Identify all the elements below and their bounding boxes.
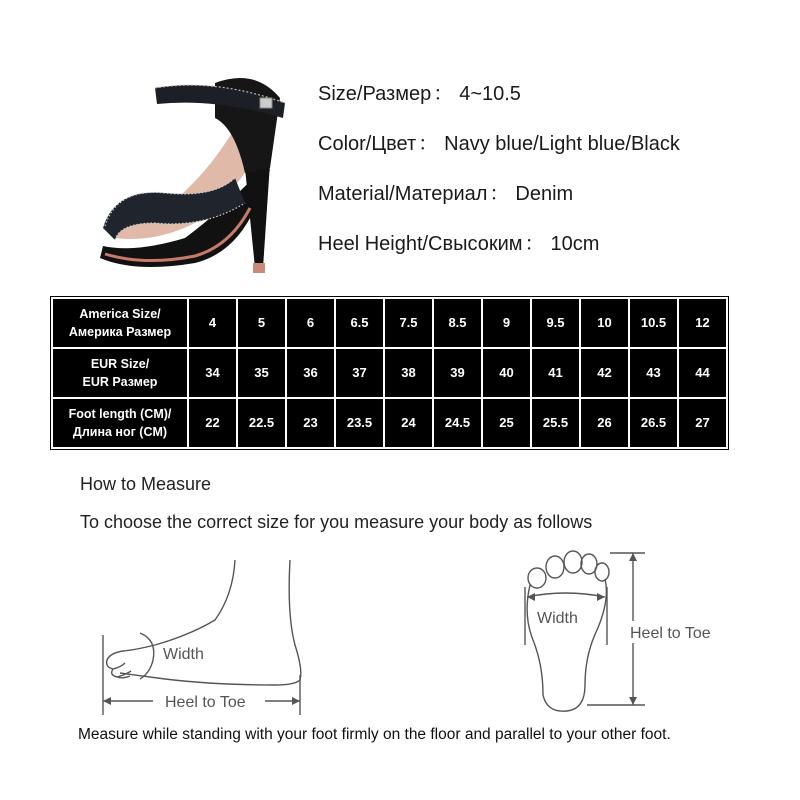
table-cell: 25.5 [532,399,579,447]
table-cell: 27 [679,399,726,447]
table-cell: 25 [483,399,530,447]
row-header-line: EUR Size/ [90,357,150,371]
spec-size-value: 4~10.5 [459,83,521,105]
table-cell: 44 [679,349,726,397]
table-cell: 43 [630,349,677,397]
table-cell: 41 [532,349,579,397]
table-cell: 22 [189,399,236,447]
top-heel-to-toe-label: Heel to Toe [630,625,711,642]
row-header-america-size [53,299,187,347]
spec-material: Material/Материал ： Denim [318,183,574,205]
spec-size-label: Size/Размер [318,83,432,105]
sandal-product-image [95,58,295,278]
product-specs [318,80,680,280]
measure-subtitle: To choose the correct size for you measure your body as follows [80,512,593,532]
table-cell: 6.5 [336,299,383,347]
table-cell: 5 [238,299,285,347]
table-cell: 42 [581,349,628,397]
table-cell: 9 [483,299,530,347]
row-header-line: EUR Размер [82,375,158,389]
row-header-foot-length [53,399,187,447]
row-header-line: Длина ног (CM) [72,425,168,439]
row-header-eur-size [53,349,187,397]
table-cell: 24.5 [434,399,481,447]
spec-color: Color/Цвет ： Navy blue/Light blue/Black [318,133,680,155]
table-cell: 24 [385,399,432,447]
top-width-label: Width [537,610,578,627]
spec-heel-height-label: Heel Height/Свысоким [318,233,523,255]
table-cell: 10.5 [630,299,677,347]
table-cell: 7.5 [385,299,432,347]
table-cell: 22.5 [238,399,285,447]
row-header-line: America Size/ [79,307,161,321]
spec-heel-height-value: 10cm [550,233,600,255]
spec-size: Size/Размер ： 4~10.5 [318,83,521,105]
table-row [53,349,726,397]
side-heel-to-toe-label: Heel to Toe [165,694,246,711]
table-cell: 6 [287,299,334,347]
table-cell: 26 [581,399,628,447]
table-row [53,299,726,347]
table-cell: 36 [287,349,334,397]
table-cell: 10 [581,299,628,347]
row-header-line: Foot length (CM)/ [68,407,172,421]
size-chart-table [50,296,729,450]
row-header-line: Америка Размер [68,325,172,339]
table-row [53,399,726,447]
spec-heel-height: Heel Height/Свысоким ： 10cm [318,233,600,255]
table-cell: 9.5 [532,299,579,347]
foot-top-view-diagram [515,545,735,715]
table-cell: 37 [336,349,383,397]
measure-title: How to Measure [80,474,212,494]
table-cell: 40 [483,349,530,397]
table-cell: 39 [434,349,481,397]
table-cell: 23 [287,399,334,447]
table-cell: 38 [385,349,432,397]
spec-color-value: Navy blue/Light blue/Black [444,133,680,155]
table-cell: 8.5 [434,299,481,347]
foot-side-view-diagram [95,555,315,720]
spec-material-label: Material/Материал [318,183,488,205]
table-cell: 12 [679,299,726,347]
spec-material-value: Denim [515,183,574,205]
table-cell: 26.5 [630,399,677,447]
table-cell: 34 [189,349,236,397]
measure-footnote: Measure while standing with your foot firmly on the floor and parallel to your other foot. [78,726,671,743]
table-cell: 23.5 [336,399,383,447]
side-width-label: Width [163,646,204,663]
table-cell: 35 [238,349,285,397]
spec-color-label: Color/Цвет [318,133,417,155]
table-cell: 4 [189,299,236,347]
